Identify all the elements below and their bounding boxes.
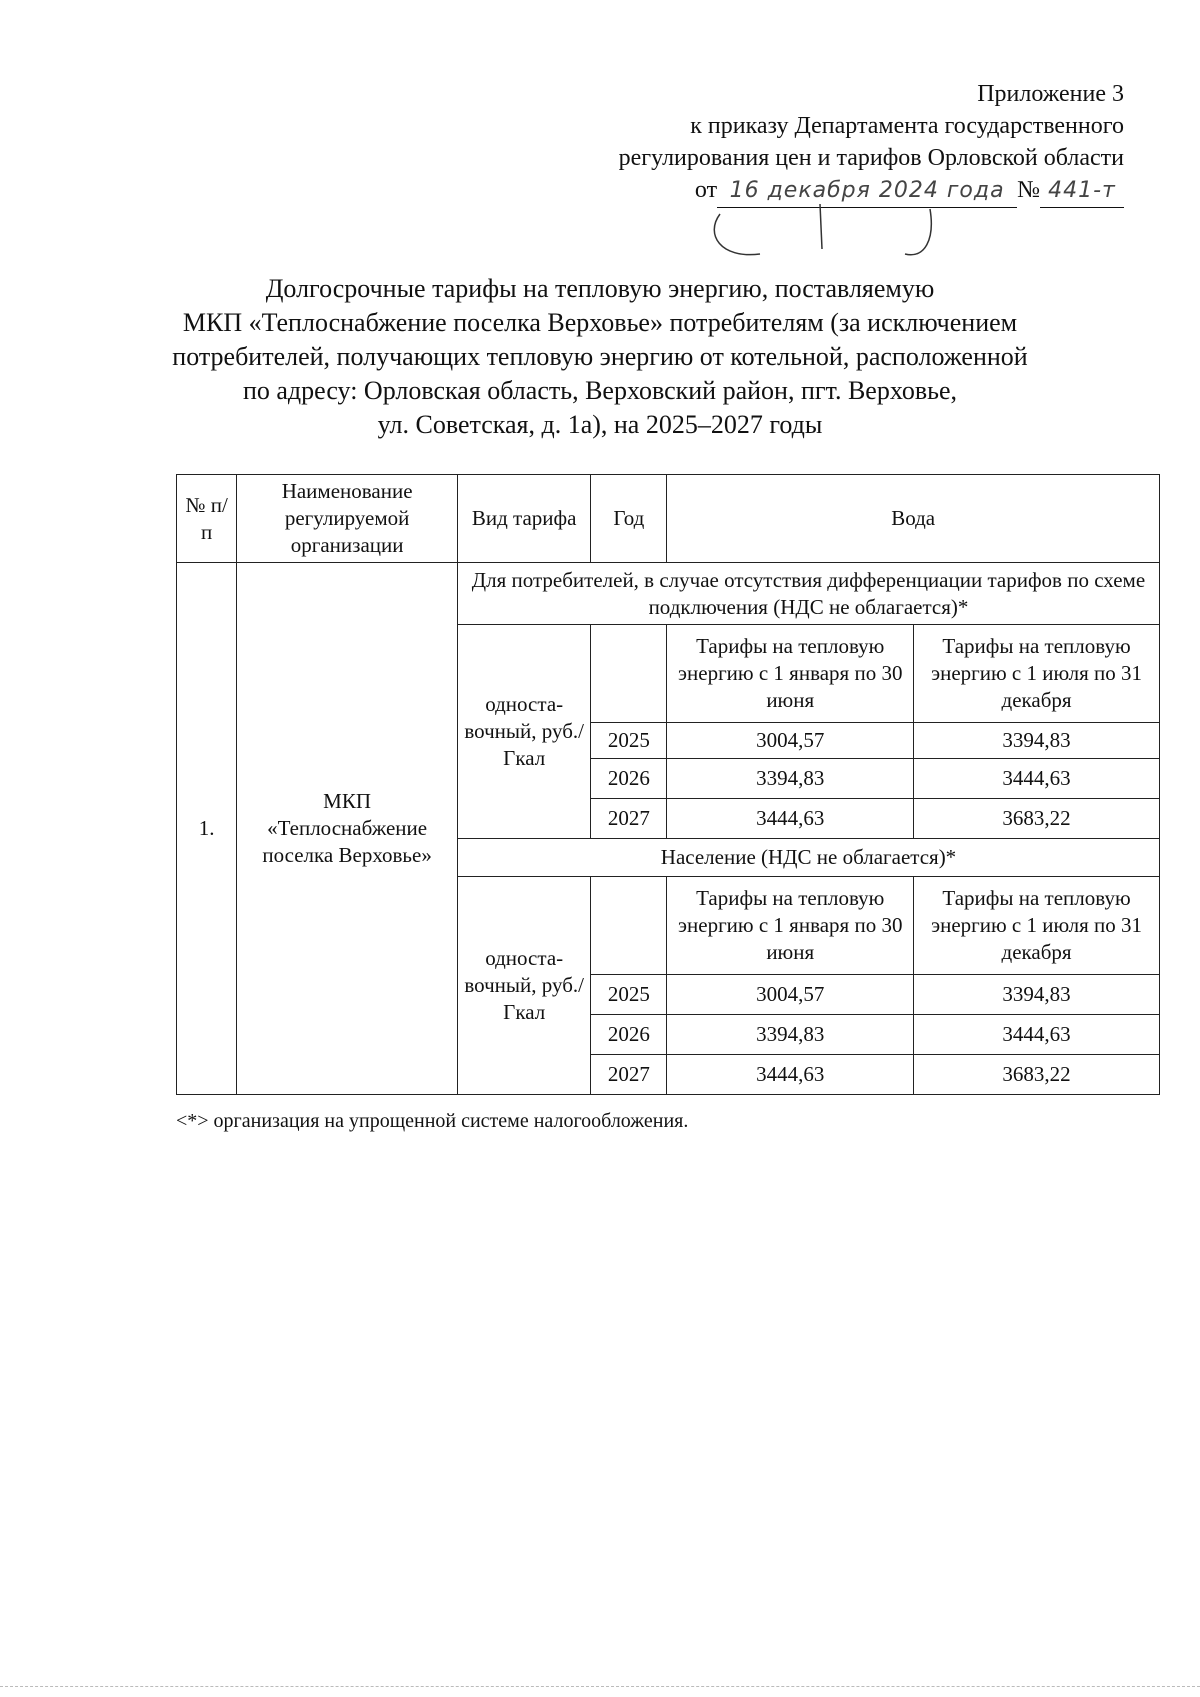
organization-name-cell: МКП «Теплоснабжение поселка Верховье» [237,563,458,1095]
year-cell: 2025 [591,975,667,1015]
title-line: по адресу: Орловская область, Верховский район, пгт. Верховье, [242,376,958,405]
header-department-line: регулирования цен и тарифов Орловской области [618,145,1124,171]
header-cell-number: № п/п [177,475,237,563]
section-title: Население (НДС не облагается)* [457,839,1159,877]
period-second-half: Тарифы на тепловую энергию с 1 июля по 31 декабря [914,877,1160,975]
title-line: ул. Советская, д. 1а), на 2025–2027 годы [377,410,823,439]
from-label: от [694,177,718,203]
period-second-half: Тарифы на тепловую энергию с 1 июля по 31 декабря [914,625,1160,723]
row-number-cell: 1. [177,563,237,1095]
tariff-type-cell: односта-вочный, руб./Гкал [457,625,590,839]
tariff-value-first-half: 3004,57 [667,975,914,1015]
year-cell: 2025 [591,723,667,759]
header-appendix-label: Приложение 3 [977,81,1124,107]
number-label: № [1017,177,1040,203]
header-cell-organization: Наименование регулируемой организации [237,475,458,563]
tariff-value-second-half: 3444,63 [914,759,1160,799]
title-line: МКП «Теплоснабжение поселка Верховье» потребителям (за исключением [182,308,1018,337]
period-first-half: Тарифы на тепловую энергию с 1 января по 30 июня [667,625,914,723]
header-cell-tariff-type: Вид тарифа [457,475,590,563]
handwritten-number: 441-т [1040,175,1124,208]
tariff-table [176,474,1160,1095]
year-cell: 2026 [591,759,667,799]
tariff-type-cell: односта-вочный, руб./Гкал [457,877,590,1095]
blank-cell [591,625,667,723]
footnote: <*> организация на упрощенной системе налогообложения. [176,1110,689,1132]
section-title-row [177,563,1160,625]
tariff-value-first-half: 3004,57 [667,723,914,759]
header-cell-year: Год [591,475,667,563]
year-cell: 2027 [591,799,667,839]
tariff-value-second-half: 3683,22 [914,799,1160,839]
signature-scribble [700,184,1020,264]
tariff-value-first-half: 3444,63 [667,799,914,839]
blank-cell [591,877,667,975]
period-first-half: Тарифы на тепловую энергию с 1 января по 30 июня [667,877,914,975]
section-title: Для потребителей, в случае отсутствия дифференциации тарифов по схеме подключения (НДС не облагается)* [457,563,1159,625]
year-cell: 2026 [591,1015,667,1055]
tariff-value-second-half: 3444,63 [914,1015,1160,1055]
header-order-line: к приказу Департамента государственного [690,113,1124,139]
tariff-value-first-half: 3394,83 [667,759,914,799]
tariff-value-second-half: 3683,22 [914,1055,1160,1095]
handwritten-date: 16 декабря 2024 года [717,175,1017,208]
scan-edge-line [0,1686,1200,1689]
title-line: потребителей, получающих тепловую энергию от котельной, расположенной [172,342,1028,371]
table-header-row [177,475,1160,563]
title-line: Долгосрочные тарифы на тепловую энергию, поставляемую [265,274,935,303]
tariff-value-first-half: 3394,83 [667,1015,914,1055]
tariff-value-first-half: 3444,63 [667,1055,914,1095]
tariff-value-second-half: 3394,83 [914,723,1160,759]
header-cell-water: Вода [667,475,1160,563]
year-cell: 2027 [591,1055,667,1095]
tariff-value-second-half: 3394,83 [914,975,1160,1015]
document-title [150,272,1050,442]
